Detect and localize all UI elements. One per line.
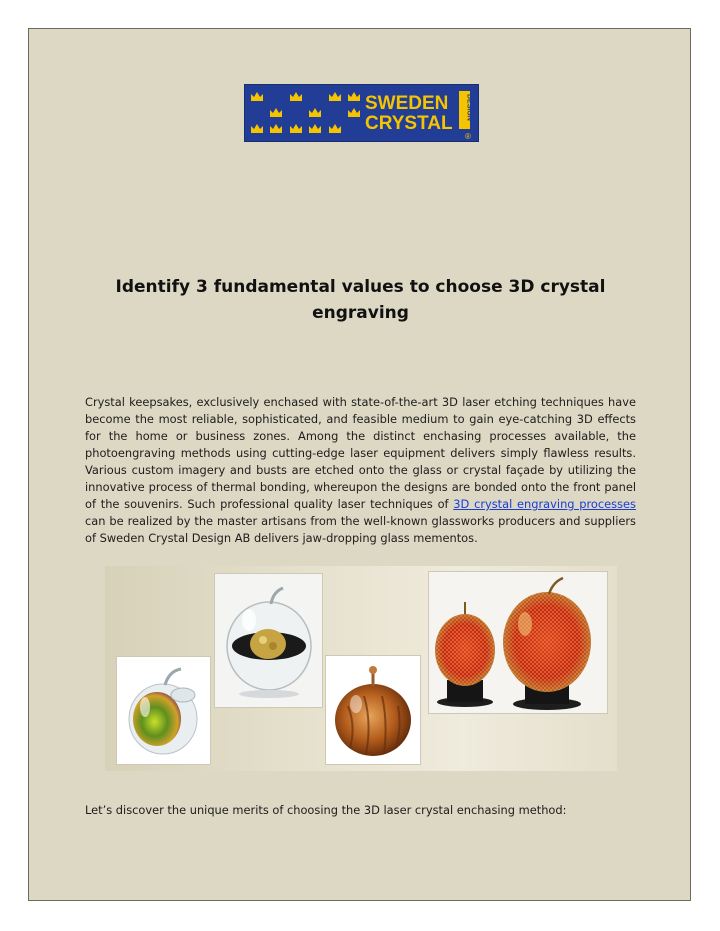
clear-crystal-apple-photo [215,574,322,707]
green-yellow-apple-image [117,657,210,764]
registered-mark: ® [465,132,471,141]
amber-apple-image [326,656,420,764]
intro-text-after-link: can be realized by the master artisans from the well-known glassworks producers and suppliers of Sweden Crystal Design AB delivers jaw-dropping glass mementos. [85,514,636,545]
closing-paragraph: Let’s discover the unique merits of choosing the 3D laser crystal enchasing method: [85,803,567,817]
logo-artwork [245,85,478,141]
logo-line-1: SWEDEN [365,93,449,114]
red-gold-glass-apples-photo [429,572,607,713]
article-intro-paragraph [85,394,636,547]
green-yellow-crystal-apple-photo [117,657,210,764]
crowns-icon [251,92,360,133]
document-page [28,28,691,901]
sweden-crystal-logo [244,84,479,142]
clear-apple-image [215,574,322,707]
article-title: Identify 3 fundamental values to choose 3D crystal engraving [115,277,606,323]
logo-line-2: CRYSTAL [365,113,453,134]
logo-side-text: DESIGN [465,94,473,121]
crystal-engraving-link[interactable]: 3D crystal engraving processes [453,497,636,511]
intro-text-before-link: Crystal keepsakes, exclusively enchased with state-of-the-art 3D laser etching techniques have become the most reliable, sophisticated, and feasible medium to gain eye-catching 3D effects for the home or business zones. Among the distinct enchasing processes available, the photoengraving methods using cutting-edge laser equipment delivers simply flawless results. Various custom imagery and busts are etched onto the glass or crystal façade by utilizing the innovative process of thermal bonding, whereupon the designs are bonded onto the front panel of the souvenirs. Such professional quality laser techniques of [85,395,636,511]
red-gold-apples-image [429,572,607,713]
amber-glass-apple-photo [326,656,420,764]
product-photo-collage [105,566,617,771]
